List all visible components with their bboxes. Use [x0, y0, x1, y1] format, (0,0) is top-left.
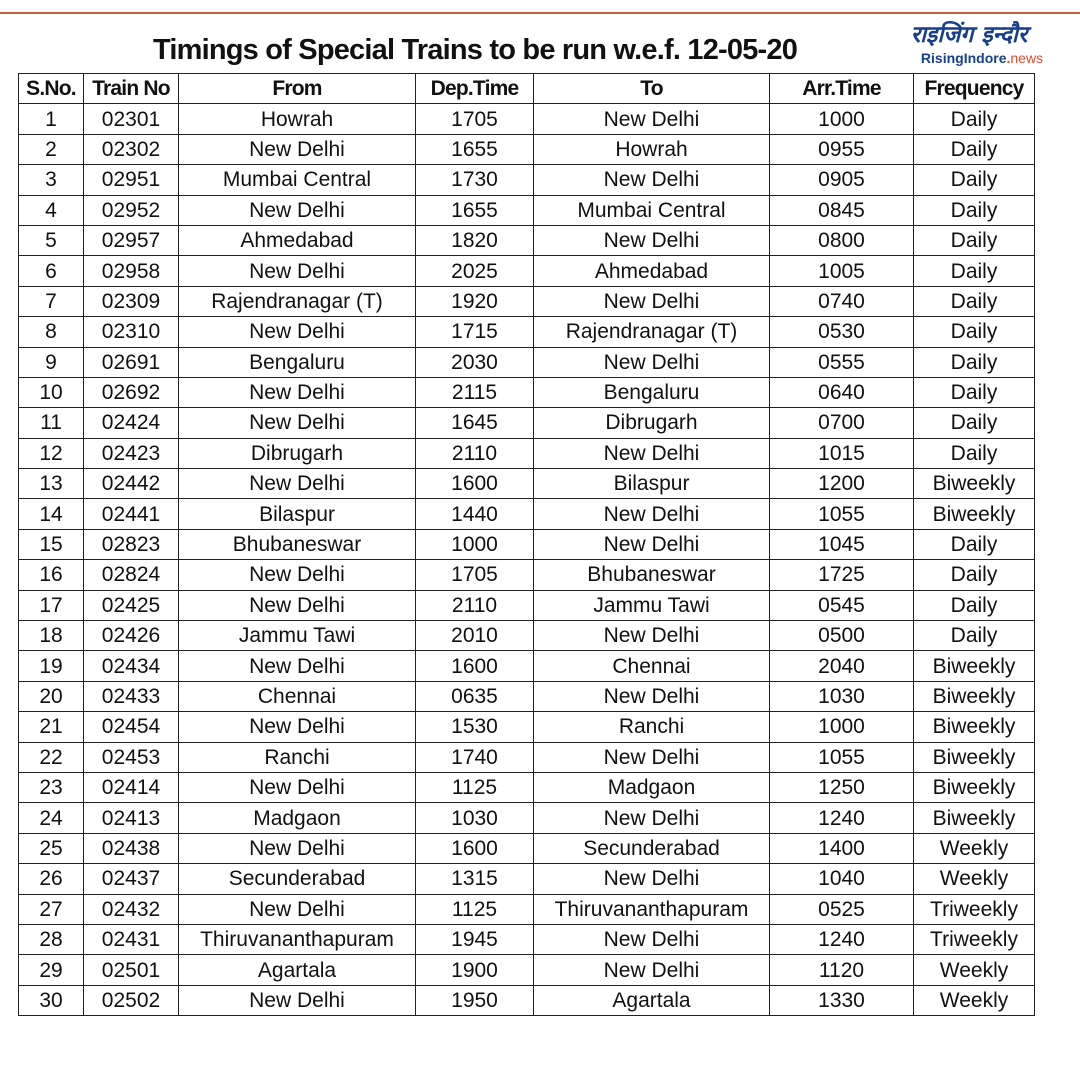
table-row — [19, 712, 1035, 742]
cell-to: New Delhi — [534, 104, 770, 134]
cell-from: Secunderabad — [179, 864, 416, 894]
rising-indore-logo[interactable] — [884, 20, 1054, 66]
cell-sno: 13 — [19, 469, 84, 499]
cell-sno: 24 — [19, 803, 84, 833]
cell-sno: 4 — [19, 195, 84, 225]
table-row — [19, 377, 1035, 407]
cell-frequency: Daily — [914, 590, 1035, 620]
table-row — [19, 469, 1035, 499]
cell-from: Ahmedabad — [179, 225, 416, 255]
cell-sno: 6 — [19, 256, 84, 286]
cell-arr-time: 0500 — [770, 621, 914, 651]
cell-sno: 26 — [19, 864, 84, 894]
cell-frequency: Biweekly — [914, 712, 1035, 742]
cell-sno: 16 — [19, 560, 84, 590]
cell-frequency: Daily — [914, 165, 1035, 195]
cell-train-no: 02432 — [84, 894, 179, 924]
cell-from: Rajendranagar (T) — [179, 286, 416, 316]
logo-english-dot: . — [1006, 50, 1011, 66]
cell-dep-time: 1900 — [416, 955, 534, 985]
table-row — [19, 955, 1035, 985]
cell-train-no: 02958 — [84, 256, 179, 286]
cell-from: New Delhi — [179, 408, 416, 438]
table-row — [19, 560, 1035, 590]
cell-train-no: 02431 — [84, 924, 179, 954]
cell-dep-time: 2010 — [416, 621, 534, 651]
cell-to: New Delhi — [534, 924, 770, 954]
cell-from: New Delhi — [179, 772, 416, 802]
cell-from: Mumbai Central — [179, 165, 416, 195]
cell-sno: 20 — [19, 681, 84, 711]
cell-arr-time: 1200 — [770, 469, 914, 499]
cell-dep-time: 1600 — [416, 651, 534, 681]
cell-from: Thiruvananthapuram — [179, 924, 416, 954]
table-row — [19, 165, 1035, 195]
cell-from: New Delhi — [179, 469, 416, 499]
cell-frequency: Biweekly — [914, 469, 1035, 499]
table-header-row — [19, 74, 1035, 104]
cell-arr-time: 1015 — [770, 438, 914, 468]
cell-arr-time: 0740 — [770, 286, 914, 316]
column-header-dep-time: Dep.Time — [416, 74, 534, 104]
cell-arr-time: 0530 — [770, 317, 914, 347]
table-row — [19, 438, 1035, 468]
cell-sno: 2 — [19, 134, 84, 164]
cell-arr-time: 1250 — [770, 772, 914, 802]
cell-frequency: Daily — [914, 134, 1035, 164]
column-header-to: To — [534, 74, 770, 104]
cell-sno: 17 — [19, 590, 84, 620]
cell-arr-time: 1045 — [770, 529, 914, 559]
cell-frequency: Biweekly — [914, 499, 1035, 529]
cell-train-no: 02453 — [84, 742, 179, 772]
cell-to: Ranchi — [534, 712, 770, 742]
cell-arr-time: 1030 — [770, 681, 914, 711]
cell-dep-time: 1705 — [416, 104, 534, 134]
cell-train-no: 02414 — [84, 772, 179, 802]
cell-dep-time: 1655 — [416, 134, 534, 164]
cell-arr-time: 1005 — [770, 256, 914, 286]
table-row — [19, 286, 1035, 316]
cell-arr-time: 0955 — [770, 134, 914, 164]
cell-to: New Delhi — [534, 438, 770, 468]
cell-to: Chennai — [534, 651, 770, 681]
cell-to: New Delhi — [534, 529, 770, 559]
cell-frequency: Daily — [914, 438, 1035, 468]
logo-english-suffix: news — [1010, 50, 1044, 66]
cell-frequency: Biweekly — [914, 772, 1035, 802]
cell-train-no: 02692 — [84, 377, 179, 407]
cell-from: Jammu Tawi — [179, 621, 416, 651]
cell-dep-time: 1125 — [416, 894, 534, 924]
cell-frequency: Daily — [914, 347, 1035, 377]
cell-from: Bhubaneswar — [179, 529, 416, 559]
cell-dep-time: 1440 — [416, 499, 534, 529]
cell-from: New Delhi — [179, 195, 416, 225]
table-row — [19, 985, 1035, 1015]
table-row — [19, 833, 1035, 863]
cell-train-no: 02952 — [84, 195, 179, 225]
cell-from: New Delhi — [179, 560, 416, 590]
cell-to: New Delhi — [534, 864, 770, 894]
cell-arr-time: 1240 — [770, 924, 914, 954]
cell-train-no: 02823 — [84, 529, 179, 559]
top-divider-line — [0, 12, 1080, 14]
cell-train-no: 02442 — [84, 469, 179, 499]
table-row — [19, 134, 1035, 164]
cell-train-no: 02454 — [84, 712, 179, 742]
cell-arr-time: 0640 — [770, 377, 914, 407]
cell-to: New Delhi — [534, 225, 770, 255]
cell-sno: 5 — [19, 225, 84, 255]
cell-arr-time: 1040 — [770, 864, 914, 894]
cell-to: New Delhi — [534, 621, 770, 651]
cell-from: New Delhi — [179, 985, 416, 1015]
logo-hindi-text: राइजिंग इन्दौर — [910, 22, 1028, 48]
cell-train-no: 02433 — [84, 681, 179, 711]
cell-sno: 10 — [19, 377, 84, 407]
cell-to: Bengaluru — [534, 377, 770, 407]
cell-from: New Delhi — [179, 134, 416, 164]
cell-frequency: Daily — [914, 377, 1035, 407]
cell-dep-time: 2110 — [416, 590, 534, 620]
cell-train-no: 02413 — [84, 803, 179, 833]
cell-frequency: Daily — [914, 286, 1035, 316]
cell-dep-time: 1715 — [416, 317, 534, 347]
cell-arr-time: 2040 — [770, 651, 914, 681]
cell-to: Secunderabad — [534, 833, 770, 863]
cell-train-no: 02824 — [84, 560, 179, 590]
table-row — [19, 742, 1035, 772]
cell-to: Thiruvananthapuram — [534, 894, 770, 924]
table-row — [19, 529, 1035, 559]
table-row — [19, 621, 1035, 651]
table-row — [19, 195, 1035, 225]
cell-arr-time: 1400 — [770, 833, 914, 863]
column-header-sno: S.No. — [19, 74, 84, 104]
cell-train-no: 02425 — [84, 590, 179, 620]
cell-to: Ahmedabad — [534, 256, 770, 286]
cell-sno: 9 — [19, 347, 84, 377]
cell-dep-time: 1600 — [416, 833, 534, 863]
cell-arr-time: 1055 — [770, 742, 914, 772]
cell-from: New Delhi — [179, 377, 416, 407]
cell-dep-time: 1920 — [416, 286, 534, 316]
column-header-train-no: Train No — [84, 74, 179, 104]
cell-arr-time: 0845 — [770, 195, 914, 225]
cell-train-no: 02502 — [84, 985, 179, 1015]
table-row — [19, 651, 1035, 681]
cell-arr-time: 1055 — [770, 499, 914, 529]
cell-frequency: Daily — [914, 256, 1035, 286]
cell-to: New Delhi — [534, 681, 770, 711]
cell-arr-time: 1725 — [770, 560, 914, 590]
table-row — [19, 772, 1035, 802]
cell-from: Howrah — [179, 104, 416, 134]
cell-from: Bengaluru — [179, 347, 416, 377]
cell-to: Jammu Tawi — [534, 590, 770, 620]
cell-arr-time: 1000 — [770, 712, 914, 742]
cell-dep-time: 2030 — [416, 347, 534, 377]
cell-frequency: Weekly — [914, 985, 1035, 1015]
cell-dep-time: 1705 — [416, 560, 534, 590]
cell-arr-time: 1120 — [770, 955, 914, 985]
cell-frequency: Biweekly — [914, 681, 1035, 711]
cell-arr-time: 0905 — [770, 165, 914, 195]
table-body — [19, 104, 1035, 1016]
table-row — [19, 894, 1035, 924]
cell-train-no: 02434 — [84, 651, 179, 681]
cell-to: New Delhi — [534, 499, 770, 529]
table-row — [19, 803, 1035, 833]
cell-arr-time: 0555 — [770, 347, 914, 377]
cell-train-no: 02437 — [84, 864, 179, 894]
cell-to: Dibrugarh — [534, 408, 770, 438]
cell-sno: 1 — [19, 104, 84, 134]
cell-arr-time: 1000 — [770, 104, 914, 134]
table-row — [19, 864, 1035, 894]
cell-sno: 3 — [19, 165, 84, 195]
cell-arr-time: 1330 — [770, 985, 914, 1015]
cell-frequency: Daily — [914, 529, 1035, 559]
page-title: Timings of Special Trains to be run w.e.f. 12-05-20 — [152, 34, 798, 66]
cell-to: New Delhi — [534, 742, 770, 772]
special-trains-table — [18, 73, 1035, 1016]
cell-sno: 19 — [19, 651, 84, 681]
cell-sno: 23 — [19, 772, 84, 802]
cell-sno: 12 — [19, 438, 84, 468]
cell-from: New Delhi — [179, 833, 416, 863]
cell-dep-time: 1950 — [416, 985, 534, 1015]
cell-from: Agartala — [179, 955, 416, 985]
cell-from: New Delhi — [179, 256, 416, 286]
cell-to: Howrah — [534, 134, 770, 164]
cell-to: Bilaspur — [534, 469, 770, 499]
cell-frequency: Triweekly — [914, 894, 1035, 924]
cell-arr-time: 0525 — [770, 894, 914, 924]
cell-arr-time: 1240 — [770, 803, 914, 833]
cell-train-no: 02691 — [84, 347, 179, 377]
cell-train-no: 02309 — [84, 286, 179, 316]
cell-sno: 21 — [19, 712, 84, 742]
cell-sno: 8 — [19, 317, 84, 347]
cell-dep-time: 1315 — [416, 864, 534, 894]
cell-frequency: Daily — [914, 225, 1035, 255]
cell-dep-time: 1820 — [416, 225, 534, 255]
table-row — [19, 924, 1035, 954]
cell-arr-time: 0800 — [770, 225, 914, 255]
cell-sno: 30 — [19, 985, 84, 1015]
cell-sno: 27 — [19, 894, 84, 924]
cell-train-no: 02426 — [84, 621, 179, 651]
cell-frequency: Daily — [914, 560, 1035, 590]
cell-from: New Delhi — [179, 590, 416, 620]
cell-frequency: Weekly — [914, 955, 1035, 985]
cell-train-no: 02957 — [84, 225, 179, 255]
cell-from: Dibrugarh — [179, 438, 416, 468]
table-row — [19, 590, 1035, 620]
cell-sno: 22 — [19, 742, 84, 772]
cell-dep-time: 0635 — [416, 681, 534, 711]
table-row — [19, 104, 1035, 134]
cell-frequency: Biweekly — [914, 742, 1035, 772]
cell-to: Madgaon — [534, 772, 770, 802]
cell-train-no: 02423 — [84, 438, 179, 468]
cell-train-no: 02424 — [84, 408, 179, 438]
cell-sno: 25 — [19, 833, 84, 863]
cell-sno: 11 — [19, 408, 84, 438]
cell-dep-time: 1945 — [416, 924, 534, 954]
cell-frequency: Daily — [914, 408, 1035, 438]
cell-dep-time: 1600 — [416, 469, 534, 499]
table-row — [19, 256, 1035, 286]
cell-dep-time: 1000 — [416, 529, 534, 559]
cell-sno: 7 — [19, 286, 84, 316]
cell-from: New Delhi — [179, 712, 416, 742]
cell-dep-time: 1655 — [416, 195, 534, 225]
cell-sno: 29 — [19, 955, 84, 985]
cell-to: Rajendranagar (T) — [534, 317, 770, 347]
cell-dep-time: 1530 — [416, 712, 534, 742]
table-row — [19, 225, 1035, 255]
cell-frequency: Triweekly — [914, 924, 1035, 954]
cell-dep-time: 1645 — [416, 408, 534, 438]
cell-arr-time: 0545 — [770, 590, 914, 620]
column-header-arr-time: Arr.Time — [770, 74, 914, 104]
cell-sno: 15 — [19, 529, 84, 559]
cell-to: Mumbai Central — [534, 195, 770, 225]
cell-frequency: Daily — [914, 317, 1035, 347]
cell-from: Madgaon — [179, 803, 416, 833]
cell-frequency: Biweekly — [914, 803, 1035, 833]
cell-to: New Delhi — [534, 165, 770, 195]
table-row — [19, 499, 1035, 529]
cell-from: Ranchi — [179, 742, 416, 772]
cell-frequency: Daily — [914, 104, 1035, 134]
table-row — [19, 408, 1035, 438]
cell-frequency: Weekly — [914, 864, 1035, 894]
cell-dep-time: 2110 — [416, 438, 534, 468]
logo-english-main: RisingIndore — [920, 50, 1007, 66]
table-row — [19, 347, 1035, 377]
cell-dep-time: 2115 — [416, 377, 534, 407]
cell-arr-time: 0700 — [770, 408, 914, 438]
cell-from: Bilaspur — [179, 499, 416, 529]
cell-frequency: Weekly — [914, 833, 1035, 863]
cell-dep-time: 1730 — [416, 165, 534, 195]
cell-train-no: 02951 — [84, 165, 179, 195]
logo-english-text — [910, 50, 1054, 66]
cell-sno: 14 — [19, 499, 84, 529]
table-row — [19, 681, 1035, 711]
cell-train-no: 02441 — [84, 499, 179, 529]
cell-to: New Delhi — [534, 803, 770, 833]
cell-from: New Delhi — [179, 651, 416, 681]
cell-from: New Delhi — [179, 894, 416, 924]
cell-train-no: 02301 — [84, 104, 179, 134]
cell-to: New Delhi — [534, 347, 770, 377]
cell-to: New Delhi — [534, 955, 770, 985]
column-header-frequency: Frequency — [914, 74, 1035, 104]
column-header-from: From — [179, 74, 416, 104]
cell-dep-time: 1125 — [416, 772, 534, 802]
cell-from: New Delhi — [179, 317, 416, 347]
cell-frequency: Biweekly — [914, 651, 1035, 681]
cell-frequency: Daily — [914, 195, 1035, 225]
cell-dep-time: 2025 — [416, 256, 534, 286]
cell-dep-time: 1030 — [416, 803, 534, 833]
cell-train-no: 02438 — [84, 833, 179, 863]
cell-train-no: 02310 — [84, 317, 179, 347]
table-row — [19, 317, 1035, 347]
cell-frequency: Daily — [914, 621, 1035, 651]
cell-train-no: 02302 — [84, 134, 179, 164]
cell-dep-time: 1740 — [416, 742, 534, 772]
cell-to: Agartala — [534, 985, 770, 1015]
cell-sno: 28 — [19, 924, 84, 954]
cell-to: New Delhi — [534, 286, 770, 316]
cell-sno: 18 — [19, 621, 84, 651]
cell-from: Chennai — [179, 681, 416, 711]
cell-train-no: 02501 — [84, 955, 179, 985]
cell-to: Bhubaneswar — [534, 560, 770, 590]
